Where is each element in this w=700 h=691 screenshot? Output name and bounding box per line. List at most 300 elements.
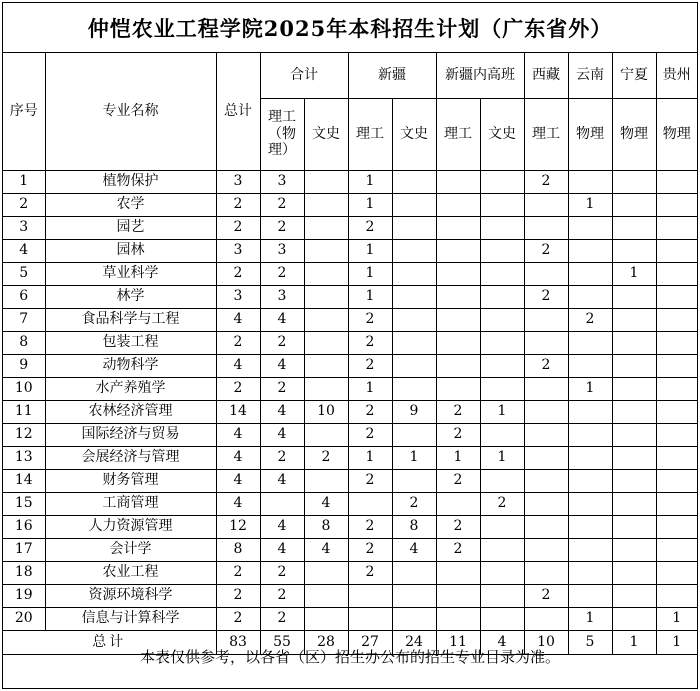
major-name-cell: 会计学 [45,538,216,561]
major-name-cell: 园林 [45,239,216,262]
header-group-ningxia: 宁夏 [612,53,656,98]
header-sub-science: 理工（物理） [260,98,304,170]
table-row [3,239,697,262]
major-name-cell: 人力资源管理 [45,515,216,538]
quota-cell [480,561,524,584]
quota-cell [612,492,656,515]
header-group-tibet: 西藏 [524,53,568,98]
major-name-cell: 草业科学 [45,262,216,285]
quota-cell [392,354,436,377]
quota-cell [656,262,697,285]
quota-cell [656,561,697,584]
quota-cell [480,170,524,193]
quota-cell: 2 [348,216,392,239]
quota-cell [436,377,480,400]
quota-cell: 2 [348,308,392,331]
quota-cell [612,308,656,331]
totals-cell: 55 [260,630,304,654]
quota-cell: 2 [436,538,480,561]
quota-cell: 2 [568,308,612,331]
row-total-cell: 4 [216,354,260,377]
header-group-guizhou: 贵州 [656,53,697,98]
quota-cell: 2 [348,331,392,354]
header-major: 专业名称 [45,53,216,170]
quota-cell [304,216,348,239]
row-number-cell: 2 [3,193,45,216]
row-number-cell: 11 [3,400,45,423]
header-sub-physics: 物理 [612,98,656,170]
quota-cell: 4 [260,538,304,561]
quota-cell: 2 [304,446,348,469]
quota-cell [480,262,524,285]
admission-plan-document [2,2,698,689]
quota-cell [656,446,697,469]
quota-cell [392,331,436,354]
quota-cell [612,446,656,469]
row-total-cell: 2 [216,561,260,584]
major-name-cell: 农业工程 [45,561,216,584]
totals-cell: 5 [568,630,612,654]
quota-cell: 2 [348,561,392,584]
quota-cell [524,469,568,492]
major-name-cell: 资源环境科学 [45,584,216,607]
row-total-cell: 3 [216,285,260,308]
quota-cell: 3 [260,170,304,193]
quota-cell: 2 [348,515,392,538]
quota-cell [480,354,524,377]
major-name-cell: 农学 [45,193,216,216]
quota-cell [656,285,697,308]
quota-cell: 3 [260,285,304,308]
quota-cell [304,331,348,354]
quota-cell: 4 [260,515,304,538]
table-row [3,423,697,446]
document-title: 仲恺农业工程学院2025年本科招生计划（广东省外） [3,3,697,53]
major-name-cell: 水产养殖学 [45,377,216,400]
quota-cell [612,170,656,193]
quota-cell: 1 [348,377,392,400]
quota-cell [612,561,656,584]
table-row [3,354,697,377]
header-sub-science: 理工 [436,98,480,170]
quota-cell: 2 [524,239,568,262]
quota-cell [656,377,697,400]
quota-cell [392,377,436,400]
quota-cell: 1 [568,377,612,400]
header-row-groups [3,53,697,98]
header-seq: 序号 [3,53,45,170]
major-name-cell: 食品科学与工程 [45,308,216,331]
quota-cell [436,308,480,331]
row-total-cell: 2 [216,331,260,354]
quota-cell [656,584,697,607]
quota-cell [568,262,612,285]
quota-cell: 1 [436,446,480,469]
header-sub-arts: 文史 [392,98,436,170]
totals-cell: 27 [348,630,392,654]
major-name-cell: 包装工程 [45,331,216,354]
quota-cell: 8 [392,515,436,538]
table-row [3,446,697,469]
quota-cell [304,170,348,193]
quota-cell [656,216,697,239]
quota-cell: 1 [348,446,392,469]
totals-label: 总计 [3,630,216,654]
quota-cell [304,561,348,584]
quota-cell: 1 [480,400,524,423]
quota-cell [612,239,656,262]
quota-cell [480,538,524,561]
quota-cell: 2 [348,354,392,377]
row-number-cell: 3 [3,216,45,239]
quota-cell: 4 [260,469,304,492]
quota-cell [568,354,612,377]
totals-cell: 24 [392,630,436,654]
quota-cell [568,515,612,538]
row-number-cell: 4 [3,239,45,262]
header-sub-physics: 物理 [568,98,612,170]
quota-cell: 2 [480,492,524,515]
quota-cell [392,469,436,492]
row-total-cell: 4 [216,492,260,515]
row-total-cell: 4 [216,446,260,469]
quota-cell [436,239,480,262]
quota-cell [436,262,480,285]
quota-cell: 2 [260,584,304,607]
table-row [3,515,697,538]
quota-cell: 2 [524,584,568,607]
quota-cell [568,538,612,561]
row-number-cell: 19 [3,584,45,607]
quota-cell [656,400,697,423]
quota-cell [392,308,436,331]
quota-cell [612,354,656,377]
quota-cell [656,538,697,561]
quota-cell [524,515,568,538]
quota-cell: 1 [568,607,612,630]
quota-cell [480,584,524,607]
row-number-cell: 10 [3,377,45,400]
quota-cell: 2 [260,262,304,285]
row-total-cell: 3 [216,239,260,262]
quota-cell: 4 [260,354,304,377]
quota-cell: 2 [348,469,392,492]
quota-cell [656,193,697,216]
quota-cell: 3 [260,239,304,262]
quota-cell [304,423,348,446]
quota-cell: 2 [436,515,480,538]
row-total-cell: 4 [216,423,260,446]
quota-cell: 10 [304,400,348,423]
row-number-cell: 1 [3,170,45,193]
quota-cell: 2 [348,423,392,446]
quota-cell: 8 [304,515,348,538]
major-name-cell: 工商管理 [45,492,216,515]
row-number-cell: 13 [3,446,45,469]
quota-cell [436,193,480,216]
header-group-yunnan: 云南 [568,53,612,98]
quota-cell [612,377,656,400]
quota-cell [480,216,524,239]
quota-cell: 1 [480,446,524,469]
quota-cell: 4 [260,400,304,423]
quota-cell [656,354,697,377]
quota-cell [612,285,656,308]
quota-cell [436,216,480,239]
quota-cell [612,469,656,492]
quota-cell: 2 [524,285,568,308]
row-total-cell: 8 [216,538,260,561]
quota-cell: 1 [348,239,392,262]
major-name-cell: 动物科学 [45,354,216,377]
totals-cell-total: 83 [216,630,260,654]
quota-cell [568,331,612,354]
table-body [3,170,697,630]
row-total-cell: 12 [216,515,260,538]
quota-cell: 4 [260,423,304,446]
row-number-cell: 18 [3,561,45,584]
table-row [3,331,697,354]
row-number-cell: 14 [3,469,45,492]
table-row [3,170,697,193]
major-name-cell: 会展经济与管理 [45,446,216,469]
quota-cell [480,377,524,400]
quota-cell [656,331,697,354]
major-name-cell: 农林经济管理 [45,400,216,423]
row-number-cell: 9 [3,354,45,377]
quota-cell [436,331,480,354]
quota-cell [304,584,348,607]
major-name-cell: 国际经济与贸易 [45,423,216,446]
quota-cell [304,285,348,308]
quota-cell [480,308,524,331]
quota-cell [304,377,348,400]
row-total-cell: 14 [216,400,260,423]
quota-cell: 2 [524,170,568,193]
quota-cell [612,538,656,561]
row-number-cell: 15 [3,492,45,515]
quota-cell [612,515,656,538]
quota-cell: 4 [304,538,348,561]
quota-cell [524,216,568,239]
table-row [3,561,697,584]
totals-cell: 1 [612,630,656,654]
major-name-cell: 信息与计算科学 [45,607,216,630]
quota-cell: 1 [348,262,392,285]
row-total-cell: 2 [216,262,260,285]
quota-cell [480,193,524,216]
row-total-cell: 4 [216,469,260,492]
header-group-xinjiang: 新疆 [348,53,436,98]
quota-cell [568,446,612,469]
table-row [3,193,697,216]
quota-cell: 1 [348,170,392,193]
table-row [3,584,697,607]
quota-cell [612,400,656,423]
row-total-cell: 2 [216,584,260,607]
row-total-cell: 2 [216,216,260,239]
quota-cell [392,193,436,216]
quota-cell: 2 [260,216,304,239]
quota-cell [392,561,436,584]
row-number-cell: 20 [3,607,45,630]
quota-cell [304,239,348,262]
row-total-cell: 3 [216,170,260,193]
quota-cell [656,492,697,515]
header-sub-physics: 物理 [656,98,697,170]
quota-cell: 2 [260,377,304,400]
table-row [3,538,697,561]
quota-cell [568,285,612,308]
quota-cell: 2 [348,400,392,423]
quota-cell: 2 [260,446,304,469]
quota-cell [568,239,612,262]
quota-cell: 4 [304,492,348,515]
row-number-cell: 6 [3,285,45,308]
quota-cell: 2 [260,331,304,354]
row-number-cell: 17 [3,538,45,561]
quota-cell [348,492,392,515]
quota-cell [524,400,568,423]
quota-cell: 2 [348,538,392,561]
quota-cell [304,262,348,285]
table-row [3,285,697,308]
quota-cell [392,216,436,239]
row-number-cell: 16 [3,515,45,538]
row-number-cell: 12 [3,423,45,446]
quota-cell [612,423,656,446]
quota-cell: 1 [612,262,656,285]
quota-cell [436,354,480,377]
quota-cell [524,262,568,285]
header-sub-arts: 文史 [304,98,348,170]
quota-cell [524,308,568,331]
quota-cell [656,469,697,492]
quota-cell [568,469,612,492]
totals-cell: 1 [656,630,697,654]
quota-cell [392,262,436,285]
quota-cell [568,492,612,515]
quota-cell [260,492,304,515]
major-name-cell: 林学 [45,285,216,308]
quota-cell [436,285,480,308]
header-sub-science: 理工 [348,98,392,170]
quota-cell [656,423,697,446]
quota-cell [392,239,436,262]
quota-cell [436,561,480,584]
quota-cell [480,423,524,446]
row-number-cell: 7 [3,308,45,331]
table-row [3,216,697,239]
quota-cell [612,331,656,354]
quota-cell [656,170,697,193]
quota-cell [568,423,612,446]
quota-cell [480,515,524,538]
quota-cell: 2 [392,492,436,515]
quota-cell: 4 [260,308,304,331]
quota-cell: 2 [524,354,568,377]
table-row [3,377,697,400]
totals-cell: 11 [436,630,480,654]
quota-cell [304,469,348,492]
quota-cell [304,193,348,216]
quota-cell: 2 [260,561,304,584]
major-name-cell: 植物保护 [45,170,216,193]
table-row [3,262,697,285]
quota-cell [304,354,348,377]
quota-cell: 2 [260,193,304,216]
quota-cell [480,469,524,492]
quota-cell: 2 [436,469,480,492]
header-sub-arts: 文史 [480,98,524,170]
quota-cell [524,561,568,584]
quota-cell [612,584,656,607]
footnote: 本表仅供参考，以各省（区）招生办公布的招生专业目录为准。 [139,648,560,666]
quota-cell [392,285,436,308]
quota-cell [524,538,568,561]
quota-cell [524,423,568,446]
table-row [3,469,697,492]
quota-cell [436,492,480,515]
quota-cell: 1 [568,193,612,216]
admission-plan-table [3,53,697,655]
quota-cell [612,193,656,216]
quota-cell [568,170,612,193]
row-number-cell: 8 [3,331,45,354]
quota-cell: 2 [436,423,480,446]
quota-cell [524,446,568,469]
quota-cell: 1 [348,193,392,216]
quota-cell [392,170,436,193]
table-row [3,308,697,331]
major-name-cell: 园艺 [45,216,216,239]
quota-cell [348,584,392,607]
header-group-xinjiang-class: 新疆内高班 [436,53,524,98]
quota-cell: 1 [348,285,392,308]
row-total-cell: 4 [216,308,260,331]
header-group-total: 合计 [260,53,348,98]
row-total-cell: 2 [216,193,260,216]
totals-cell: 28 [304,630,348,654]
quota-cell: 2 [436,400,480,423]
quota-cell [392,584,436,607]
major-name-cell: 财务管理 [45,469,216,492]
quota-cell: 1 [392,446,436,469]
quota-cell [568,584,612,607]
quota-cell [612,216,656,239]
quota-cell: 1 [656,607,697,630]
quota-cell [480,285,524,308]
table-row [3,400,697,423]
quota-cell [656,239,697,262]
quota-cell [480,239,524,262]
quota-cell [392,423,436,446]
quota-cell: 9 [392,400,436,423]
quota-cell [656,515,697,538]
quota-cell [568,216,612,239]
row-number-cell: 5 [3,262,45,285]
quota-cell [524,377,568,400]
quota-cell [568,561,612,584]
quota-cell [436,170,480,193]
totals-cell: 10 [524,630,568,654]
quota-cell [304,308,348,331]
quota-cell [524,492,568,515]
quota-cell [524,193,568,216]
quota-cell: 2 [260,607,304,630]
totals-cell: 4 [480,630,524,654]
quota-cell [480,331,524,354]
